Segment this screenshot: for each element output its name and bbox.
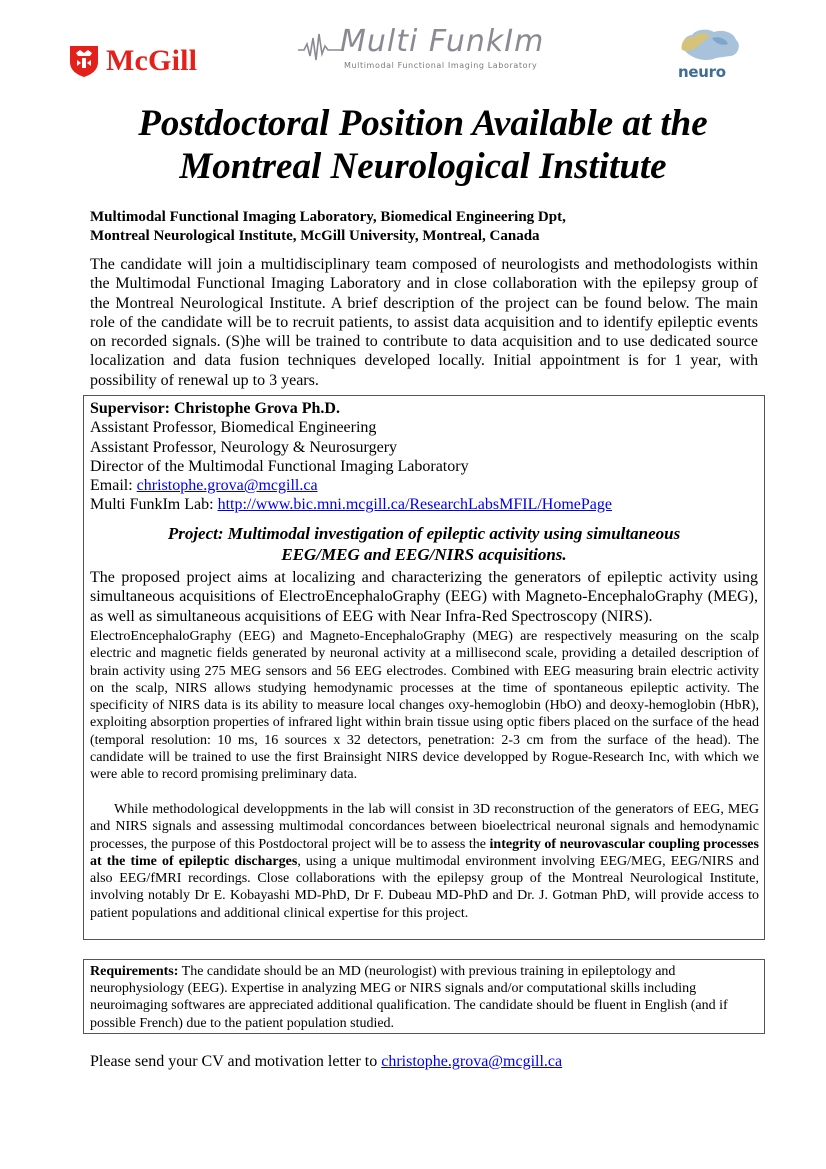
supervisor-role-1: Assistant Professor, Biomedical Engineering [90,419,377,437]
project-title [84,523,764,565]
project-box [83,395,765,940]
page-title [0,102,826,188]
project-paragraph-3-start: While methodological developpments in the lab will consist in 3D reconstruction of the generators of EEG, MEG and NIRS signals and assessing multimodal concordances between bioelectrical neuronal signals and hemodynamic processes, the purpose of this Postdoctoral project will be to assess the [90,802,759,852]
supervisor-block [90,399,612,515]
supervisor-name: Supervisor: Christophe Grova Ph.D. [90,400,340,417]
supervisor-email-link[interactable]: christophe.grova@mcgill.ca [136,477,318,495]
project-title-line-1: Project: Multimodal investigation of epileptic activity using simultaneous [167,524,681,543]
signal-wave-icon [298,30,342,66]
affiliation-line-2: Montreal Neurological Institute, McGill University, Montreal, Canada [90,228,540,244]
supervisor-role-3: Director of the Multimodal Functional Imaging Laboratory [90,457,469,475]
mfil-logo-title: Multi FunkIm [340,24,545,59]
affiliation-line-1: Multimodal Functional Imaging Laboratory, Biomedical Engineering Dpt, [90,209,566,225]
project-paragraph-2: ElectroEncephaloGraphy (EEG) and Magneto-EncephaloGraphy (MEG) are respectively measuring on the scalp electric and magnetic fields generated by neuronal activity at a millisecond scale, providing a detailed description of brain activity using 275 MEG sensors and 56 EEG electrodes. Combined with EEG measuring brain electric activity on the scalp, NIRS allows studying hemodynamic processes at the time of spontaneous epileptic activity. The specificity of NIRS data is its ability to measure local changes oxy-hemoglobin (HbO) and deoxy-hemoglobin (HbR), exploiting absorption properties of infrared light within brain tissue using optic fibers placed on the surface of the head (temporal resolution: 10 ms, 16 sources x 32 detectors, penetration: 2-3 cm from the surface of the head). The candidate will be trained to use the first Brainsight NIRS device developped by Rogue-Research Inc, with which we were able to record promising preliminary data. [90,629,759,783]
affiliation [90,208,566,246]
lab-label: Multi FunkIm Lab: [90,496,218,514]
requirements-body: The candidate should be an MD (neurologist) with previous training in epileptology and neurophysiology (EEG). Expertise in analyzing MEG or NIRS signals and/or computational skills including neuroimaging softwares are appreciated additional qualification. The candidate should be fluent in English (and if possible French) due to the patient population studied. [90,964,728,1031]
mcgill-crest-icon [68,44,100,78]
project-paragraph-1: The proposed project aims at localizing and characterizing the generators of epileptic activity using simultaneous acquisitions of ElectroEncephaloGraphy (EEG) with Magneto-EncephaloGraphy (MEG), as well as simultaneous acquisitions of EEG with Near Infra-Red Spectroscopy (NIRS). [90,569,758,625]
email-label: Email: [90,477,137,495]
mcgill-logo [68,44,197,78]
requirements-box [83,959,765,1034]
supervisor-email-row [90,476,612,495]
requirements-text [90,963,758,1032]
neuro-logo [676,28,742,84]
mfil-logo-subtitle: Multimodal Functional Imaging Laboratory [344,61,538,70]
closing-email-link[interactable]: christophe.grova@mcgill.ca [381,1053,563,1070]
project-paragraph-3-emphasis: integrity of neurovascular coupling processes at the time of epileptic discharges [90,836,759,869]
lab-url-row [90,495,612,514]
closing-line [90,1052,562,1071]
project-paragraph-3-end: , using a unique multimodal environment involving EEG/MEG, EEG/NIRS and also EEG/fMRI recordings. Close collaborations with the epilepsy group of the Montreal Neurological Institute, involving notably Dr E. Kobayashi MD-PhD, Dr F. Dubeau MD-PhD and Dr. J. Gotman PhD, will provide access to patient populations and additional clinical expertise for this project. [90,853,759,921]
mcgill-logo-text: McGill [106,44,198,77]
brain-icon [676,28,742,68]
project-paragraph-3 [90,801,759,922]
multi-funkim-logo [298,26,550,74]
title-line-2: Montreal Neurological Institute [179,146,667,187]
intro-paragraph: The candidate will join a multidisciplinary team composed of neurologists and methodologists within the Multimodal Functional Imaging Laboratory and in close collaboration with the epilepsy group of the Montreal Neurological Institute. A brief description of the project can be found below. The main role of the candidate will be to recruit patients, to assist data acquisition and to identify epileptic events on recorded signals. (S)he will be trained to contribute to data acquisition and to use dedicated source localization and data fusion techniques developed locally. Initial appointment is for 1 year, with possibility of renewal up to 3 years. [90,256,758,389]
supervisor-role-2: Assistant Professor, Neurology & Neurosurgery [90,438,398,456]
requirements-label: Requirements: [90,964,179,979]
closing-text: Please send your CV and motivation letter to [90,1053,382,1070]
neuro-logo-text: neuro [678,63,726,81]
title-line-1: Postdoctoral Position Available at the [138,103,708,144]
project-title-line-2: EEG/MEG and EEG/NIRS acquisitions. [281,545,567,564]
lab-url-link[interactable]: http://www.bic.mni.mcgill.ca/ResearchLabsMFIL/HomePage [217,496,612,514]
